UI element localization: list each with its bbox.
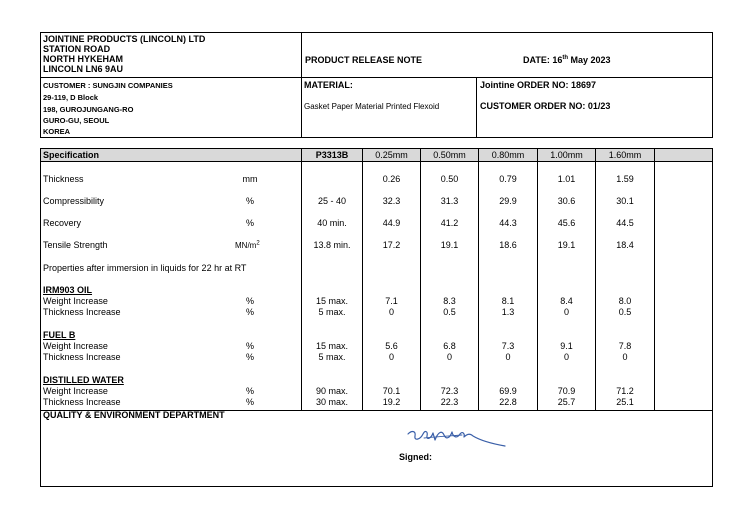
signature-image — [404, 422, 510, 450]
value-cell: 0.50 — [440, 174, 459, 184]
value-cell: 0 — [505, 352, 511, 362]
property-spec: 30 max. — [315, 397, 348, 407]
value-cell: 25.1 — [616, 397, 634, 407]
property-spec: 25 - 40 — [317, 196, 347, 206]
property-spec: 5 max. — [318, 352, 346, 362]
section-title-fuelb: FUEL B — [43, 330, 76, 340]
value-cell: 72.3 — [440, 386, 459, 396]
customer-address-line: 29-119, D Block — [43, 93, 99, 102]
property-spec: 40 min. — [317, 218, 347, 228]
property-name: Weight Increase — [43, 386, 108, 396]
property-name: Weight Increase — [43, 341, 108, 351]
value-cell: 7.3 — [501, 341, 515, 351]
property-name: Weight Increase — [43, 296, 108, 306]
value-cell: 7.1 — [385, 296, 398, 306]
company-address-line: LINCOLN LN6 9AU — [43, 64, 124, 74]
value-cell: 8.3 — [443, 296, 456, 306]
spec-header-grade: P3313B — [315, 150, 349, 160]
material-value: Gasket Paper Material Printed Flexoid — [304, 102, 440, 111]
signed-label: Signed: — [399, 452, 432, 462]
customer-address-line: KOREA — [43, 127, 71, 136]
value-cell: 69.9 — [499, 386, 517, 396]
section-title-distilled-water: DISTILLED WATER — [43, 375, 124, 385]
section-title-irm903: IRM903 OIL — [43, 285, 93, 295]
value-cell: 18.4 — [616, 240, 634, 250]
value-cell: 0 — [388, 352, 394, 362]
value-cell: 18.6 — [499, 240, 517, 250]
value-cell: 0.79 — [499, 174, 517, 184]
property-spec: 90 max. — [315, 386, 348, 396]
value-cell: 6.8 — [443, 341, 456, 351]
value-cell: 5.6 — [385, 341, 398, 351]
value-cell: 70.1 — [382, 386, 401, 396]
value-cell: 70.9 — [557, 386, 576, 396]
property-unit: % — [245, 296, 254, 306]
property-unit: % — [245, 386, 254, 396]
value-cell: 22.3 — [440, 397, 459, 407]
spec-header-label: Specification — [43, 150, 100, 160]
value-cell: 1.01 — [557, 174, 576, 184]
document-title: PRODUCT RELEASE NOTE — [305, 55, 423, 65]
value-cell: 0 — [622, 352, 628, 362]
property-unit: % — [245, 352, 254, 362]
document-date: DATE: 16th May 2023 — [523, 55, 611, 65]
value-cell: 32.3 — [382, 196, 401, 206]
spec-header-thickness: 0.50mm — [433, 150, 466, 160]
value-cell: 8.4 — [560, 296, 573, 306]
customer-order-no: CUSTOMER ORDER NO: 01/23 — [480, 101, 611, 111]
quality-department-label: QUALITY & ENVIRONMENT DEPARTMENT — [43, 410, 225, 420]
value-cell: 30.6 — [557, 196, 576, 206]
company-name: JOINTINE PRODUCTS (LINCOLN) LTD — [43, 34, 206, 44]
property-unit: mm — [242, 174, 258, 184]
value-cell: 0 — [563, 352, 569, 362]
value-cell: 29.9 — [499, 196, 517, 206]
property-spec: 5 max. — [318, 307, 346, 317]
value-cell: 9.1 — [560, 341, 573, 351]
material-label: MATERIAL: — [304, 80, 353, 90]
value-cell: 17.2 — [382, 240, 401, 250]
value-cell: 45.6 — [557, 218, 576, 228]
value-cell: 19.1 — [440, 240, 459, 250]
property-unit: % — [245, 196, 254, 206]
value-cell: 0.5 — [443, 307, 456, 317]
spec-header-thickness: 1.00mm — [550, 150, 583, 160]
value-cell: 0.5 — [618, 307, 632, 317]
value-cell: 31.3 — [440, 196, 459, 206]
property-unit: % — [245, 307, 254, 317]
company-address-line: NORTH HYKEHAM — [43, 54, 123, 64]
value-cell: 8.1 — [501, 296, 515, 306]
value-cell: 1.59 — [616, 174, 634, 184]
property-spec: 15 max. — [315, 296, 348, 306]
property-unit: % — [245, 397, 254, 407]
value-cell: 0.26 — [382, 174, 401, 184]
spec-header-thickness: 0.25mm — [375, 150, 408, 160]
customer-address-line: 198, GUROJUNGANG-RO — [43, 105, 134, 114]
immersion-note: Properties after immersion in liquids for 22 hr at RT — [43, 263, 247, 273]
property-name: Thickness Increase — [43, 397, 121, 407]
value-cell: 44.5 — [616, 218, 634, 228]
value-cell: 19.1 — [557, 240, 576, 250]
value-cell: 0 — [446, 352, 452, 362]
property-name: Thickness Increase — [43, 352, 121, 362]
property-unit: $MN/m^2$ — [235, 240, 260, 250]
property-name: Tensile Strength — [43, 240, 108, 250]
property-unit: % — [245, 218, 254, 228]
spec-header-thickness: 1.60mm — [608, 150, 642, 160]
customer-address-line: GURO-GU, SEOUL — [43, 116, 110, 125]
value-cell: 44.9 — [382, 218, 401, 228]
value-cell: 8.0 — [618, 296, 632, 306]
value-cell: 71.2 — [616, 386, 634, 396]
value-cell: 22.8 — [499, 397, 517, 407]
property-name: Recovery — [43, 218, 82, 228]
customer-label: CUSTOMER : SUNGJIN COMPANIES — [43, 81, 173, 90]
value-cell: 41.2 — [440, 218, 459, 228]
value-cell: 25.7 — [557, 397, 576, 407]
value-cell: 1.3 — [501, 307, 515, 317]
company-address-line: STATION ROAD — [43, 44, 111, 54]
property-spec: 15 max. — [315, 341, 348, 351]
property-name: Compressibility — [43, 196, 105, 206]
value-cell: 0 — [563, 307, 569, 317]
value-cell: 0 — [388, 307, 394, 317]
property-unit: % — [245, 341, 254, 351]
value-cell: 7.8 — [618, 341, 632, 351]
value-cell: 44.3 — [499, 218, 517, 228]
value-cell: 30.1 — [616, 196, 634, 206]
value-cell: 19.2 — [382, 397, 401, 407]
property-spec: 13.8 min. — [313, 240, 351, 250]
property-name: Thickness Increase — [43, 307, 121, 317]
property-name: Thickness — [43, 174, 84, 184]
spec-header-thickness: 0.80mm — [491, 150, 525, 160]
jointine-order-no: Jointine ORDER NO: 18697 — [480, 80, 597, 90]
